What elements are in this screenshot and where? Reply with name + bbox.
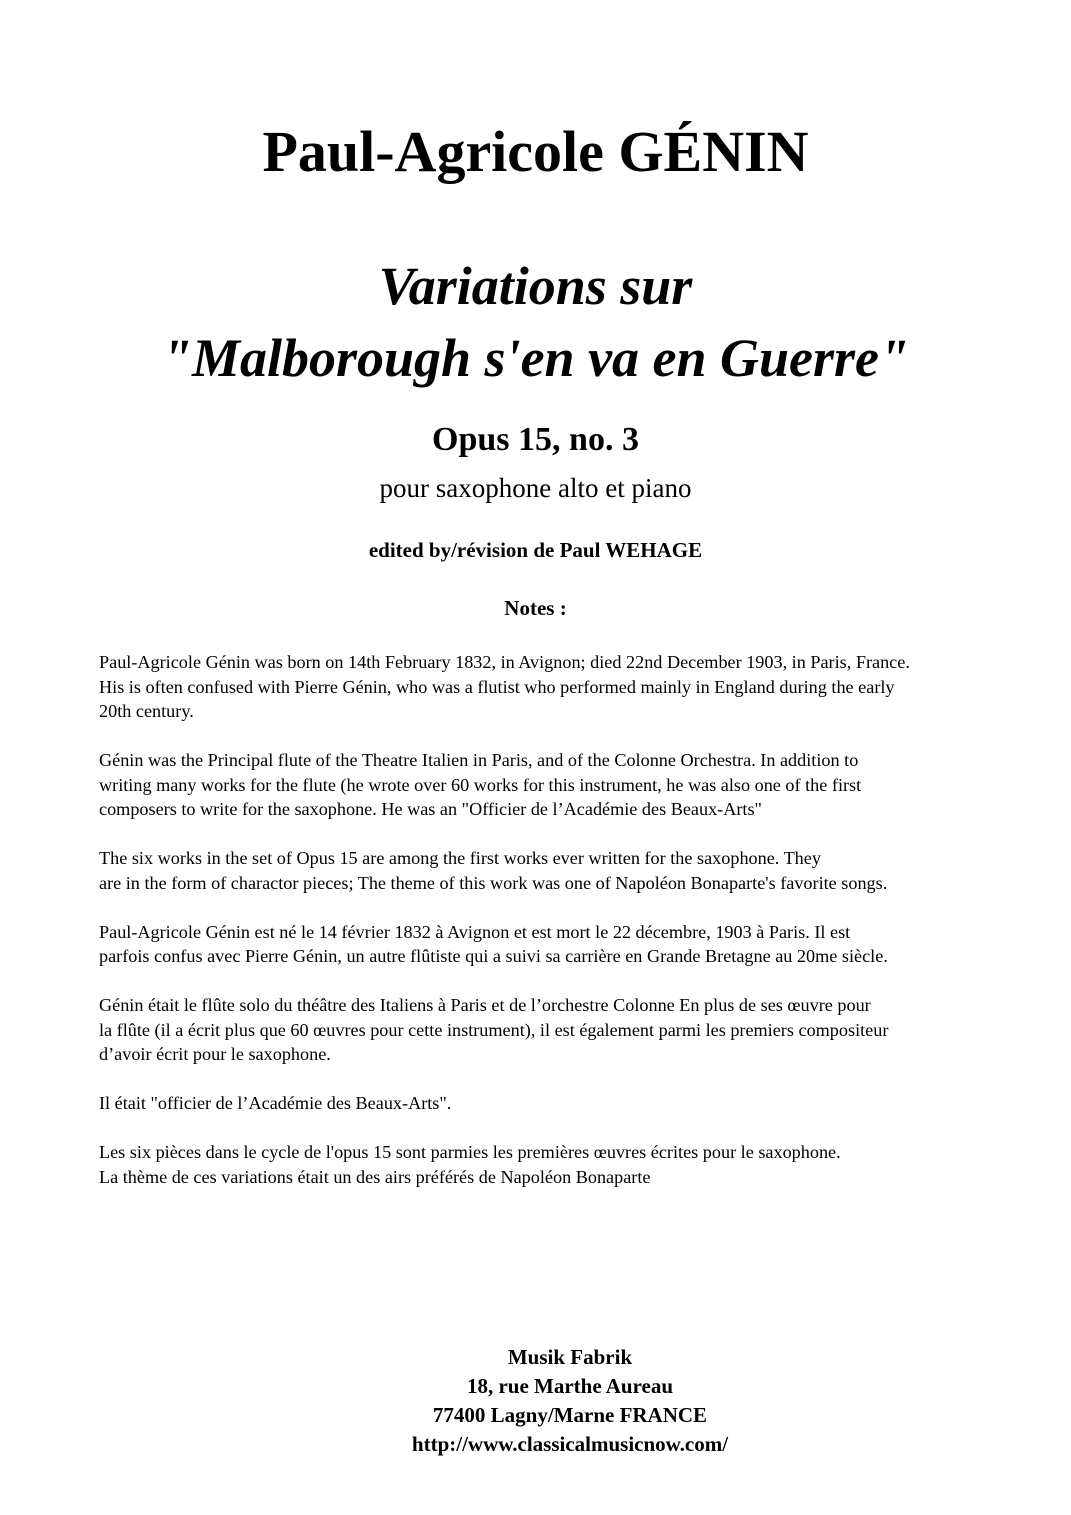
notes-line: Les six pièces dans le cycle de l'opus 15 sont parmies les premières œuvres écrites pour le saxophone. xyxy=(99,1142,841,1162)
notes-line: Paul-Agricole Génin was born on 14th February 1832, in Avignon; died 22nd December 1903, in Paris, France. xyxy=(99,652,910,672)
work-title-line-2: "Malborough s'en va en Guerre" xyxy=(161,328,910,388)
work-title-line-1: Variations sur xyxy=(378,256,693,316)
notes-line: composers to write for the saxophone. He was an "Officier de l’Académie des Beaux-Arts" xyxy=(99,799,762,819)
notes-paragraph xyxy=(99,920,1059,969)
notes-line: Il était "officier de l’Académie des Beaux-Arts". xyxy=(99,1093,452,1113)
notes-line: parfois confus avec Pierre Génin, un autre flûtiste qui a suivi sa carrière en Grande Bretagne au 20me siècle. xyxy=(99,946,888,966)
notes-paragraph xyxy=(99,993,1059,1067)
notes-line: La thème de ces variations était un des airs préférés de Napoléon Bonaparte xyxy=(99,1166,651,1187)
publisher-block xyxy=(0,1343,1071,1459)
notes-paragraph xyxy=(99,650,1059,724)
work-title xyxy=(0,250,1071,394)
notes-heading: Notes : xyxy=(504,596,567,620)
notes-line: Génin était le flûte solo du théâtre des Italiens à Paris et de l’orchestre Colonne En plus de ses œuvre pour xyxy=(99,995,871,1015)
notes-paragraph xyxy=(99,846,1059,895)
notes-line: His is often confused with Pierre Génin, who was a flutist who performed mainly in England during the early xyxy=(99,676,895,697)
publisher-city: 77400 Lagny/Marne FRANCE xyxy=(432,1403,708,1427)
notes-line: The six works in the set of Opus 15 are among the first works ever written for the saxophone. They xyxy=(99,848,821,868)
notes-body xyxy=(99,650,1059,1214)
notes-line: Paul-Agricole Génin est né le 14 février 1832 à Avignon et est mort le 22 décembre, 1903 à Paris. Il est xyxy=(99,921,851,942)
notes-line: Génin was the Principal flute of the Theatre Italien in Paris, and of the Colonne Orchestra. In addition to xyxy=(99,750,859,770)
instrumentation: pour saxophone alto et piano xyxy=(379,473,692,503)
notes-paragraph xyxy=(99,1140,1059,1189)
composer-name: Paul-Agricole GÉNIN xyxy=(262,119,809,184)
publisher-street: 18, rue Marthe Aureau xyxy=(466,1374,674,1398)
notes-line: d’avoir écrit pour le saxophone. xyxy=(99,1044,331,1064)
opus-number: Opus 15, no. 3 xyxy=(432,421,639,458)
notes-paragraph xyxy=(99,748,1059,822)
notes-line: la flûte (il a écrit plus que 60 œuvres pour cette instrument), il est également parmi les premiers compositeur xyxy=(99,1019,889,1040)
publisher-name: Musik Fabrik xyxy=(507,1345,633,1369)
notes-line: writing many works for the flute (he wrote over 60 works for this instrument, he was also one of the first xyxy=(99,774,862,795)
editor-credit: edited by/révision de Paul WEHAGE xyxy=(368,538,703,562)
publisher-url[interactable]: http://www.classicalmusicnow.com/ xyxy=(411,1432,729,1456)
notes-line: 20th century. xyxy=(99,701,194,721)
notes-paragraph xyxy=(99,1091,1059,1116)
notes-line: are in the form of charactor pieces; The theme of this work was one of Napoléon Bonaparte's favorite songs. xyxy=(99,872,888,893)
